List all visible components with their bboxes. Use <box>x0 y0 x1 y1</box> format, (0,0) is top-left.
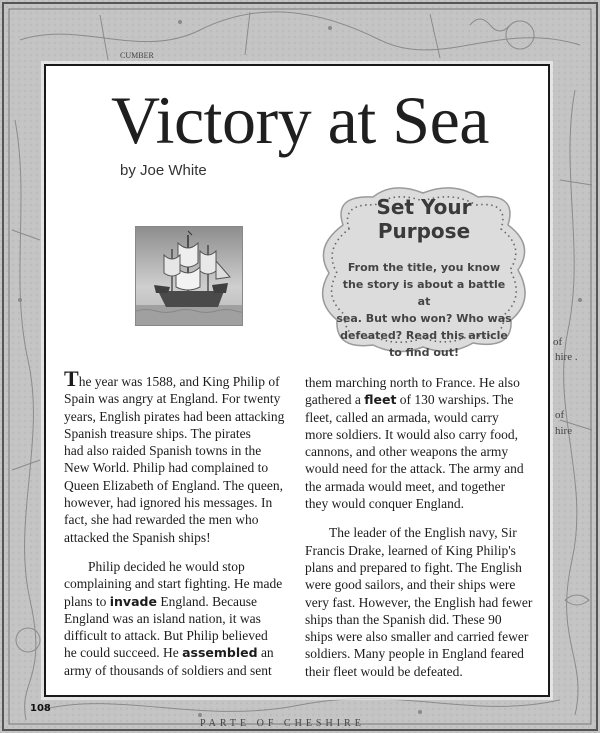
drop-cap: T <box>64 366 79 391</box>
vocab-word-fleet: fleet <box>364 392 397 408</box>
map-label-right-3: of <box>555 409 565 421</box>
vocab-word-invade: invade <box>109 593 157 609</box>
map-label-right-2: hire . <box>555 351 578 363</box>
paragraph: The leader of the English navy, Sir Francis Drake, learned of King Philip's plans and prepared to fight. The English were good sailors, and their ships were very fast. However, the English had fewer ships than the Spanish did. These 90 ships were also smaller and carried fewer soldiers. Many people in England feared their fleet would be defeated. <box>305 525 533 679</box>
map-label-top: CUMBER <box>120 51 154 60</box>
purpose-text: From the title, you know the story is about a battle at sea. But who won? Who was defeated? Read this article to find out! <box>336 261 512 359</box>
galleon-illustration <box>135 226 243 326</box>
page-number: 108 <box>30 703 51 714</box>
map-label-right-4: hire <box>555 425 573 437</box>
set-your-purpose-callout <box>313 185 535 359</box>
article-column-right <box>305 374 535 680</box>
article-column-left <box>64 366 290 679</box>
vocab-word-assembled: assembled <box>182 645 258 661</box>
ship-icon <box>136 227 243 326</box>
article-title: Victory at Sea <box>111 82 489 158</box>
article-byline: by Joe White <box>120 162 207 179</box>
purpose-heading: Set Your Purpose <box>376 195 472 243</box>
paragraph: Philip decided he would stop complaining and start fighting. He made plans to invade England. Because England was an island nation, it was difficult to attack. But Philip believed he could succeed. He assembled an army of thousands of soldiers and sent <box>64 558 283 678</box>
paragraph: The year was 1588, and King Philip of Spain was angry at England. For twenty years, English pirates had been attacking Spanish treasure ships. The pirates had also raided Spanish towns in the New World. Philip had complained to Queen Elizabeth of England. The queen, however, had ignored his messages. In fact, she had rewarded the men who attacked the Spanish ships! <box>64 366 285 545</box>
map-label-bottom: PARTE OF CHESHIRE <box>200 718 365 729</box>
paragraph: them marching north to France. He also gathered a fleet of 130 warships. The fleet, called an armada, would carry more soldiers. It would also carry food, cannons, and other weapons the army would need for the attack. The army and the armada would meet, and together they would conquer England. <box>305 375 524 512</box>
map-label-right-1: of <box>553 336 563 348</box>
